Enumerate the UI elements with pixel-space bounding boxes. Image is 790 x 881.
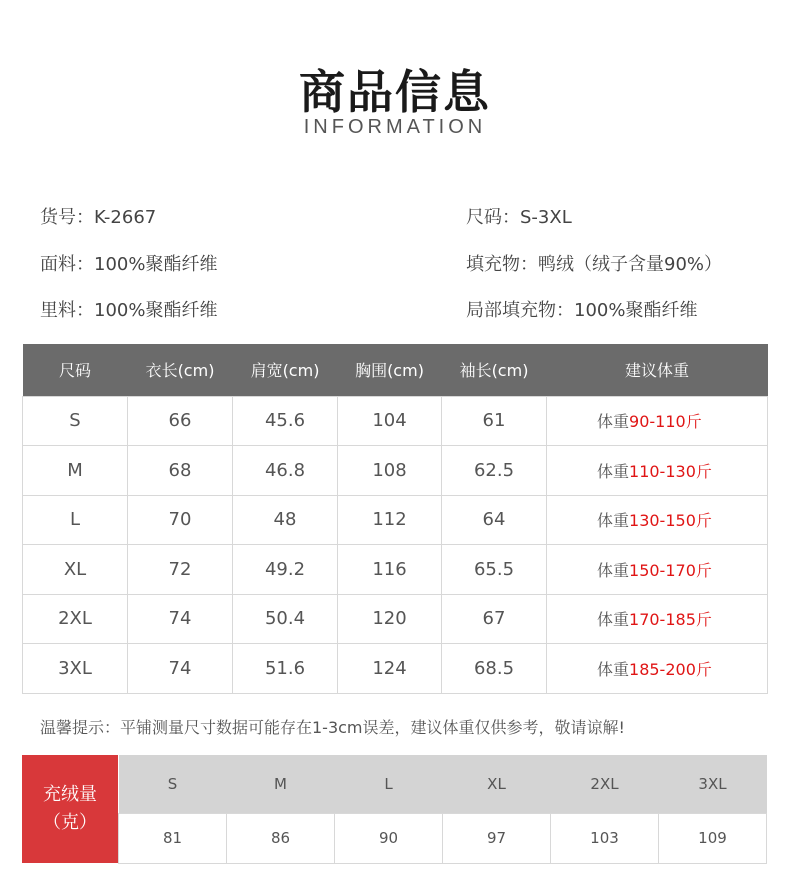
- info-label: 尺码：: [466, 207, 520, 228]
- weight-range: 170-185斤: [629, 610, 712, 630]
- info-item-lining: [40, 296, 217, 322]
- header-shoulder: 肩宽(cm): [233, 344, 338, 396]
- cell-length: 72: [128, 545, 233, 595]
- weight-prefix: 体重: [597, 412, 630, 432]
- weight-prefix: 体重: [597, 610, 630, 630]
- cell-sleeve: 65.5: [442, 545, 547, 595]
- cell-sleeve: 64: [442, 495, 547, 545]
- down-size: 3XL: [659, 755, 767, 813]
- down-size: S: [119, 755, 227, 813]
- down-value: 97: [443, 813, 551, 863]
- cell-weight: [547, 594, 768, 644]
- weight-prefix: 体重: [597, 659, 630, 679]
- table-row: [23, 495, 768, 545]
- down-fill-header: [119, 755, 767, 813]
- cell-size: L: [23, 495, 128, 545]
- down-value: 81: [119, 813, 227, 863]
- table-row: [23, 594, 768, 644]
- cell-chest: 116: [338, 545, 442, 595]
- info-label: 货号：: [40, 207, 94, 228]
- down-size: L: [335, 755, 443, 813]
- info-value: 100%聚酯纤维: [574, 300, 698, 321]
- header-weight: 建议体重: [547, 344, 768, 396]
- table-row: [23, 545, 768, 595]
- weight-range: 110-130斤: [629, 461, 712, 481]
- cell-chest: 120: [338, 594, 442, 644]
- down-value: 90: [335, 813, 443, 863]
- info-value: K-2667: [94, 207, 157, 228]
- cell-size: 2XL: [23, 594, 128, 644]
- info-item-partial-filling: [466, 296, 697, 322]
- cell-shoulder: 46.8: [233, 446, 338, 496]
- cell-shoulder: 49.2: [233, 545, 338, 595]
- size-table: [22, 344, 768, 694]
- cell-chest: 112: [338, 495, 442, 545]
- cell-chest: 108: [338, 446, 442, 496]
- header-size: 尺码: [23, 344, 128, 396]
- header-chest: 胸围(cm): [338, 344, 442, 396]
- cell-length: 66: [128, 396, 233, 446]
- info-label: 面料：: [40, 254, 94, 275]
- page-title: 商品信息: [299, 65, 491, 119]
- table-row: [23, 396, 768, 446]
- table-row: [23, 446, 768, 496]
- table-row: [23, 644, 768, 694]
- cell-weight: [547, 446, 768, 496]
- weight-prefix: 体重: [597, 560, 630, 580]
- weight-range: 185-200斤: [629, 659, 712, 679]
- info-label: 局部填充物：: [466, 300, 574, 321]
- down-value: 109: [659, 813, 767, 863]
- info-item-sku: [40, 203, 156, 229]
- info-value: 100%聚酯纤维: [94, 300, 218, 321]
- page-subtitle: INFORMATION: [303, 116, 487, 138]
- cell-sleeve: 67: [442, 594, 547, 644]
- header-length: 衣长(cm): [128, 344, 233, 396]
- down-fill-label: [22, 755, 118, 863]
- cell-size: M: [23, 446, 128, 496]
- cell-size: S: [23, 396, 128, 446]
- down-size: M: [227, 755, 335, 813]
- size-table-header: [23, 344, 768, 396]
- info-value: 鸭绒（绒子含量90%）: [538, 254, 723, 275]
- down-size: XL: [443, 755, 551, 813]
- info-item-size-range: [466, 203, 572, 229]
- info-value: 100%聚酯纤维: [94, 254, 218, 275]
- down-value: 103: [551, 813, 659, 863]
- cell-sleeve: 68.5: [442, 644, 547, 694]
- weight-prefix: 体重: [597, 511, 630, 531]
- header-sleeve: 袖长(cm): [442, 344, 547, 396]
- cell-sleeve: 62.5: [442, 446, 547, 496]
- down-fill-table: [118, 755, 767, 864]
- cell-shoulder: 50.4: [233, 594, 338, 644]
- weight-range: 150-170斤: [629, 560, 712, 580]
- cell-length: 74: [128, 594, 233, 644]
- weight-range: 90-110斤: [629, 412, 702, 432]
- down-fill-values: [119, 813, 767, 863]
- weight-range: 130-150斤: [629, 511, 712, 531]
- down-fill-label-unit: （克）: [43, 812, 97, 833]
- cell-length: 70: [128, 495, 233, 545]
- cell-weight: [547, 396, 768, 446]
- cell-weight: [547, 545, 768, 595]
- cell-chest: 124: [338, 644, 442, 694]
- cell-shoulder: 48: [233, 495, 338, 545]
- cell-length: 68: [128, 446, 233, 496]
- info-value: S-3XL: [520, 207, 572, 228]
- cell-weight: [547, 495, 768, 545]
- info-label: 里料：: [40, 300, 94, 321]
- info-item-filling: [466, 250, 722, 276]
- cell-shoulder: 45.6: [233, 396, 338, 446]
- cell-sleeve: 61: [442, 396, 547, 446]
- info-item-fabric: [40, 250, 217, 276]
- cell-weight: [547, 644, 768, 694]
- down-value: 86: [227, 813, 335, 863]
- cell-length: 74: [128, 644, 233, 694]
- measurement-tip: 温馨提示：平铺测量尺寸数据可能存在1-3cm误差，建议体重仅供参考，敬请谅解!: [40, 718, 625, 737]
- cell-size: 3XL: [23, 644, 128, 694]
- down-fill-label-title: 充绒量: [43, 784, 97, 805]
- cell-size: XL: [23, 545, 128, 595]
- down-fill-section: [22, 755, 767, 863]
- cell-chest: 104: [338, 396, 442, 446]
- down-size: 2XL: [551, 755, 659, 813]
- cell-shoulder: 51.6: [233, 644, 338, 694]
- info-label: 填充物：: [466, 254, 538, 275]
- weight-prefix: 体重: [597, 461, 630, 481]
